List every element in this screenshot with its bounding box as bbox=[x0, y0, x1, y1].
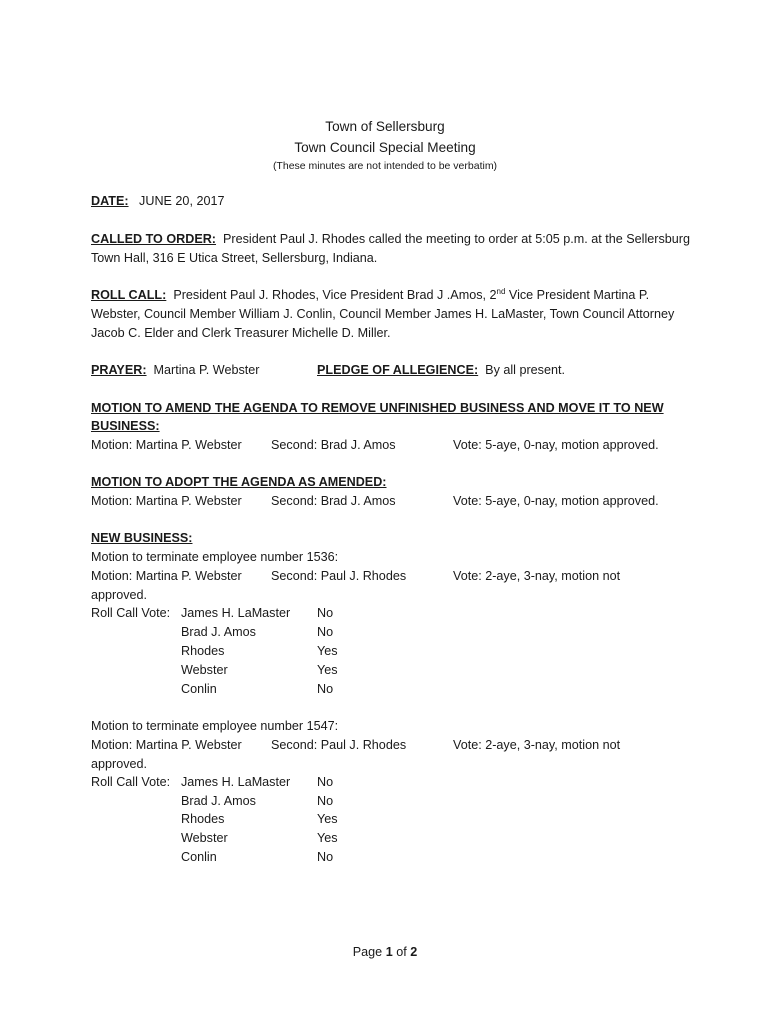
roll-1536-vote: No bbox=[317, 606, 334, 620]
date-value: JUNE 20, 2017 bbox=[139, 194, 225, 208]
prayer-value: Martina P. Webster bbox=[153, 363, 260, 377]
motion-amend-vote: Vote: 5-aye, 0-nay, motion approved. bbox=[453, 438, 659, 452]
motion-1536-mover: Motion: Martina P. Webster bbox=[91, 569, 242, 583]
pledge-line bbox=[317, 361, 565, 379]
roll-1536-name: Brad J. Amos bbox=[181, 625, 256, 639]
pledge-label: PLEDGE OF ALLEGIENCE: bbox=[317, 363, 479, 377]
page-number: 1 bbox=[385, 945, 393, 959]
motion-1536-vote-cont: approved. bbox=[91, 588, 148, 602]
motion-1536-vote: Vote: 2-aye, 3-nay, motion not bbox=[453, 569, 621, 583]
roll-1536-vote: No bbox=[317, 625, 334, 639]
motion-adopt-vote: Vote: 5-aye, 0-nay, motion approved. bbox=[453, 494, 659, 508]
pledge-value: By all present. bbox=[485, 363, 565, 377]
roll-1547-vote: No bbox=[317, 794, 334, 808]
roll-1547-vote: No bbox=[317, 850, 334, 864]
roll-call-line1 bbox=[91, 286, 649, 304]
roll-call-line2: Webster, Council Member William J. Conlin, Council Member James H. LaMaster, Town Council Attorney bbox=[91, 307, 675, 321]
motion-adopt-second: Second: Brad J. Amos bbox=[271, 494, 396, 508]
motion-amend-mover: Motion: Martina P. Webster bbox=[91, 438, 242, 452]
date-line bbox=[91, 192, 224, 210]
page-total: 2 bbox=[410, 945, 418, 959]
motion-1547-second: Second: Paul J. Rhodes bbox=[271, 738, 407, 752]
meeting-title: Town Council Special Meeting bbox=[294, 140, 476, 155]
motion-amend-title2: BUSINESS: bbox=[91, 419, 160, 433]
roll-1547-vote: No bbox=[317, 775, 334, 789]
roll-1547-name: Conlin bbox=[181, 850, 217, 864]
prayer-line bbox=[91, 361, 259, 379]
motion-adopt-title: MOTION TO ADOPT THE AGENDA AS AMENDED: bbox=[91, 475, 387, 489]
motion-1547-mover: Motion: Martina P. Webster bbox=[91, 738, 242, 752]
motion-1547-vote: Vote: 2-aye, 3-nay, motion not bbox=[453, 738, 621, 752]
roll-1547-name: James H. LaMaster bbox=[181, 775, 291, 789]
verbatim-note: (These minutes are not intended to be verbatim) bbox=[272, 160, 498, 172]
motion-1547-vote-cont: approved. bbox=[91, 757, 148, 771]
roll-call-label: ROLL CALL: bbox=[91, 288, 167, 302]
roll-1536-name: James H. LaMaster bbox=[181, 606, 291, 620]
town-title: Town of Sellersburg bbox=[325, 119, 445, 134]
roll-call-sup: nd bbox=[496, 286, 506, 296]
roll-1547-vote: Yes bbox=[317, 812, 338, 826]
motion-amend-title1: MOTION TO AMEND THE AGENDA TO REMOVE UNFINISHED BUSINESS AND MOVE IT TO NEW bbox=[91, 401, 664, 415]
new-business-title: NEW BUSINESS: bbox=[91, 531, 193, 545]
roll-1536-vote: No bbox=[317, 682, 334, 696]
page-word: Page bbox=[352, 945, 383, 959]
motion-1536-heading: Motion to terminate employee number 1536: bbox=[91, 550, 339, 564]
roll-call-line3: Jacob C. Elder and Clerk Treasurer Michelle D. Miller. bbox=[91, 326, 391, 340]
roll-1547-name: Brad J. Amos bbox=[181, 794, 256, 808]
motion-1547-heading: Motion to terminate employee number 1547: bbox=[91, 719, 339, 733]
called-to-order-line1 bbox=[91, 230, 690, 248]
roll-call-text-post: Vice President Martina P. bbox=[505, 288, 650, 302]
roll-1536-vote: Yes bbox=[317, 663, 338, 677]
motion-adopt-mover: Motion: Martina P. Webster bbox=[91, 494, 242, 508]
motion-1547-roll-label: Roll Call Vote: bbox=[91, 775, 171, 789]
roll-1547-vote: Yes bbox=[317, 831, 338, 845]
roll-1536-name: Webster bbox=[181, 663, 228, 677]
roll-1536-vote: Yes bbox=[317, 644, 338, 658]
called-to-order-line2: Town Hall, 316 E Utica Street, Sellersburg, Indiana. bbox=[91, 251, 378, 265]
motion-1536-roll-label: Roll Call Vote: bbox=[91, 606, 171, 620]
roll-1547-name: Webster bbox=[181, 831, 228, 845]
roll-1536-name: Rhodes bbox=[181, 644, 225, 658]
called-to-order-label: CALLED TO ORDER: bbox=[91, 232, 217, 246]
motion-amend-second: Second: Brad J. Amos bbox=[271, 438, 396, 452]
motion-1536-second: Second: Paul J. Rhodes bbox=[271, 569, 407, 583]
called-to-order-text: President Paul J. Rhodes called the meeting to order at 5:05 p.m. at the Sellersburg bbox=[223, 232, 690, 246]
of-word: of bbox=[396, 945, 407, 959]
roll-1547-name: Rhodes bbox=[181, 812, 225, 826]
page-footer bbox=[0, 943, 770, 961]
prayer-label: PRAYER: bbox=[91, 363, 147, 377]
date-label: DATE: bbox=[91, 194, 129, 208]
roll-1536-name: Conlin bbox=[181, 682, 217, 696]
roll-call-text-pre: President Paul J. Rhodes, Vice President Brad J .Amos, 2 bbox=[173, 288, 497, 302]
